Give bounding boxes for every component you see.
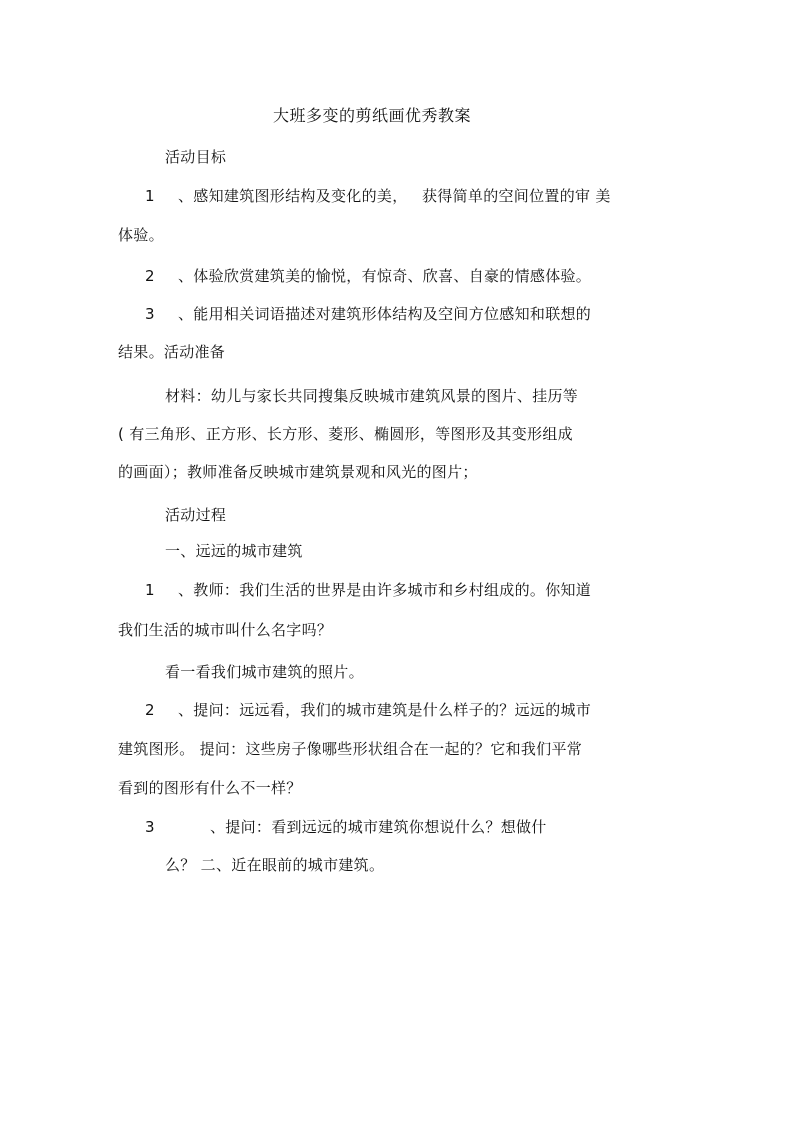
step-number: 2 <box>145 701 155 719</box>
step-text-wrap: 么？ 二、近在眼前的城市建筑。 <box>165 856 385 874</box>
part-heading: 一、远远的城市建筑 <box>165 542 303 560</box>
section-heading-process: 活动过程 <box>165 506 227 524</box>
materials-line: 的画面）；教师准备反映城市建筑景观和风光的图片； <box>118 463 478 481</box>
step-text-wrap: 看到的图形有什么不一样？ <box>118 779 302 797</box>
goal-text-continued: 获得简单的空间位置的审 美 <box>422 187 611 205</box>
step-text: 、教师：我们生活的世界是由许多城市和乡村组成的。你知道 <box>178 581 592 599</box>
goal-text: 、能用相关词语描述对建筑形体结构及空间方位感知和联想的 <box>178 305 592 323</box>
goal-text-wrap: 体验。 <box>118 226 164 244</box>
step-text: 看一看我们城市建筑的照片。 <box>165 663 364 681</box>
step-number: 3 <box>145 818 155 836</box>
goal-text: 、体验欣赏建筑美的愉悦，有惊奇、欣喜、自豪的情感体验。 <box>178 267 592 285</box>
step-text: 、提问：看到远远的城市建筑你想说什么？想做什 <box>210 818 547 836</box>
step-text: 、提问：远远看，我们的城市建筑是什么样子的？远远的城市 <box>178 701 592 719</box>
step-text-wrap: 建筑图形。 提问：这些房子像哪些形状组合在一起的？它和我们平常 <box>118 740 583 758</box>
section-heading-goals: 活动目标 <box>165 148 227 166</box>
goal-text-wrap: 结果。活动准备 <box>118 343 226 361</box>
step-number: 1 <box>145 581 155 599</box>
materials-line: 材料：幼儿与家长共同搜集反映城市建筑风景的图片、挂历等 <box>165 387 579 405</box>
goal-number: 3 <box>145 305 155 323</box>
goal-number: 1 <box>145 187 155 205</box>
goal-number: 2 <box>145 267 155 285</box>
goal-text: 、感知建筑图形结构及变化的美， <box>178 187 408 205</box>
materials-line: ( 有三角形、正方形、长方形、菱形、椭圆形，等图形及其变形组成 <box>118 425 573 443</box>
step-text-wrap: 我们生活的城市叫什么名字吗？ <box>118 621 333 639</box>
document-title: 大班多变的剪纸画优秀教案 <box>273 106 472 125</box>
